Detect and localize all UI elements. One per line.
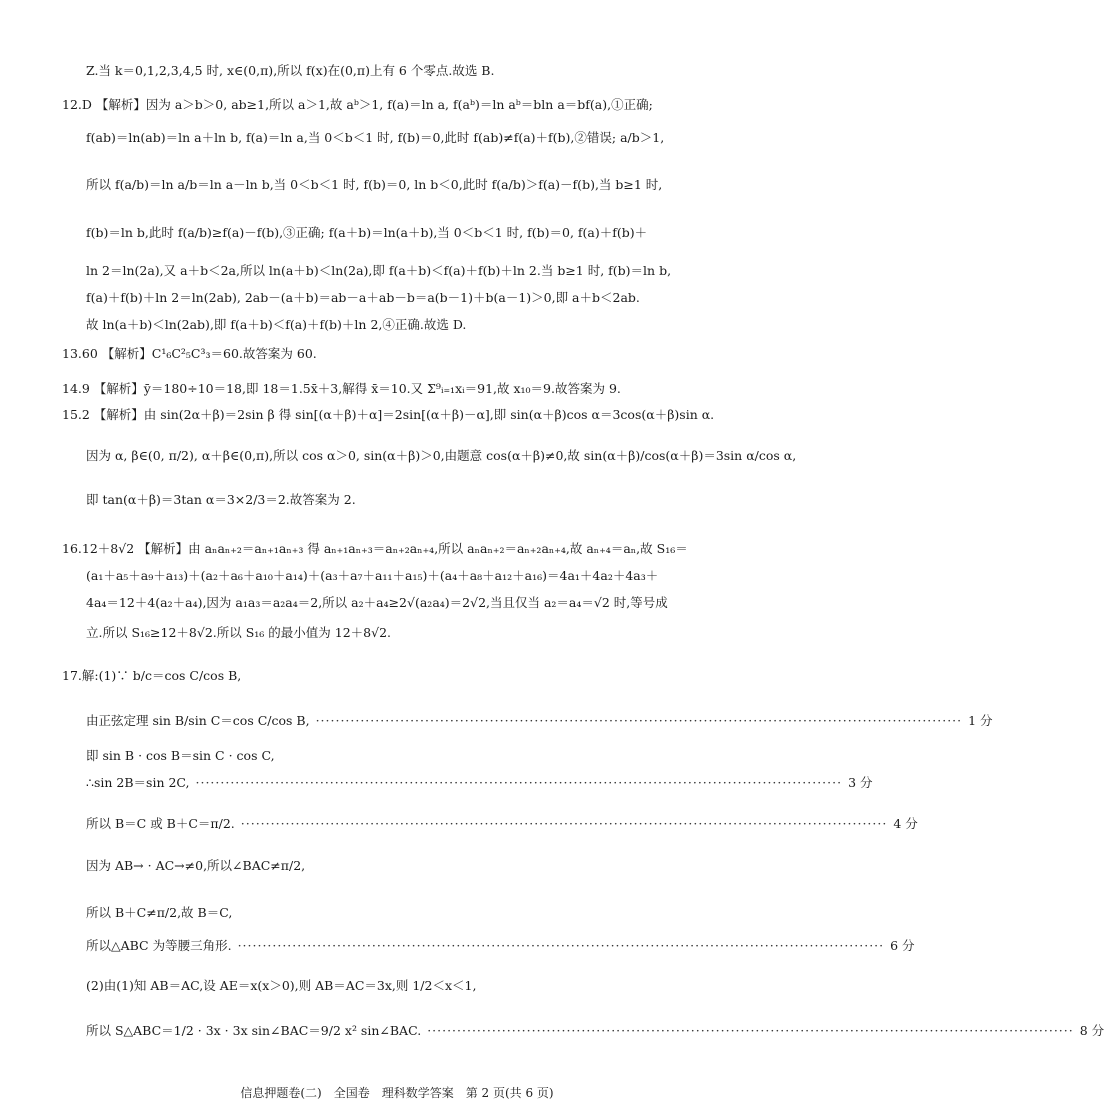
- scored-step: [86, 904, 754, 922]
- solution-line: f(b)＝ln b,此时 f(a/b)≥f(a)－f(b),③正确; f(a＋b)＝ln(a＋b),当 0＜b＜1 时, f(b)＝0, f(a)＋f(b)＋: [86, 225, 648, 240]
- solution-line: 因为 α, β∈(0, π/2), α＋β∈(0,π),所以 cos α＞0, sin(α＋β)＞0,由题意 cos(α＋β)≠0,故 sin(α＋β)/cos(α＋β)＝3sin α/cos α,: [86, 448, 797, 463]
- scored-step: [86, 857, 754, 875]
- leader-dots: ··································································································································: [427, 1023, 1074, 1038]
- scored-step: [86, 937, 915, 955]
- solution-line: 14.9 【解析】ȳ＝180÷10＝18,即 18＝1.5x̄＋3,解得 x̄＝10.又 Σ⁹ᵢ₌₁xᵢ＝91,故 x₁₀＝9.故答案为 9.: [62, 381, 621, 396]
- step-text: 因为 AB→ · AC→≠0,所以∠BAC≠π/2,: [86, 858, 306, 873]
- scored-step: [86, 712, 993, 730]
- leader-dots: ··································································································································: [240, 816, 888, 831]
- solution-line: 15.2 【解析】由 sin(2α＋β)＝2sin β 得 sin[(α＋β)＋α]＝2sin[(α＋β)－α],即 sin(α＋β)cos α＝3cos(α＋β)sin α.: [62, 407, 715, 422]
- solution-line: 4a₄＝12＋4(a₂＋a₄),因为 a₁a₃＝a₂a₄＝2,所以 a₂＋a₄≥2√(a₂a₄)＝2√2,当且仅当 a₂＝a₄＝√2 时,等号成: [86, 595, 668, 610]
- step-text: (2)由(1)知 AB＝AC,设 AE＝x(x＞0),则 AB＝AC＝3x,则 1/2＜x＜1,: [86, 978, 477, 993]
- solution-line: 即 tan(α＋β)＝3tan α＝3×2/3＝2.故答案为 2.: [86, 492, 356, 507]
- solution-line: 立.所以 S₁₆≥12＋8√2.所以 S₁₆ 的最小值为 12＋8√2.: [86, 625, 392, 640]
- solution-line: 12.D 【解析】因为 a＞b＞0, ab≥1,所以 a＞1,故 aᵇ＞1, f(a)＝ln a, f(aᵇ)＝ln aᵇ＝bln a＝bf(a),①正确;: [62, 97, 653, 112]
- scored-step: [86, 1022, 1104, 1040]
- scored-step: [86, 815, 918, 833]
- solution-line: 故 ln(a＋b)＜ln(2ab),即 f(a＋b)＜f(a)＋f(b)＋ln 2,④正确.故选 D.: [86, 317, 467, 332]
- solution-line: ln 2＝ln(2a),又 a＋b＜2a,所以 ln(a＋b)＜ln(2a),即 f(a＋b)＜f(a)＋f(b)＋ln 2.当 b≥1 时, f(b)＝ln b,: [86, 263, 672, 278]
- solution-line: f(a)＋f(b)＋ln 2＝ln(2ab), 2ab－(a＋b)＝ab－a＋ab－b＝a(b－1)＋b(a－1)＞0,即 a＋b＜2ab.: [86, 290, 640, 305]
- step-points: 8 分: [1079, 1023, 1104, 1038]
- step-text: 即 sin B · cos B＝sin C · cos C,: [86, 748, 275, 763]
- solution-line: 所以 f(a/b)＝ln a/b＝ln a－ln b,当 0＜b＜1 时, f(b)＝0, ln b＜0,此时 f(a/b)＞f(a)－f(b),当 b≥1 时,: [86, 177, 663, 192]
- scored-step: [86, 774, 873, 792]
- solution-line: 17.解:(1)∵ b/c＝cos C/cos B,: [62, 668, 242, 683]
- solution-line: Z.当 k＝0,1,2,3,4,5 时, x∈(0,π),所以 f(x)在(0,π)上有 6 个零点.故选 B.: [86, 63, 495, 78]
- solution-line: f(ab)＝ln(ab)＝ln a＋ln b, f(a)＝ln a,当 0＜b＜1 时, f(b)＝0,此时 f(ab)≠f(a)＋f(b),②错误; a/b＞1,: [86, 130, 665, 145]
- solution-line: 16.12＋8√2 【解析】由 aₙaₙ₊₂＝aₙ₊₁aₙ₊₃ 得 aₙ₊₁aₙ₊₃＝aₙ₊₂aₙ₊₄,所以 aₙaₙ₊₂＝aₙ₊₂aₙ₊₄,故 aₙ₊₄＝aₙ,故 S₁₆＝: [62, 541, 688, 556]
- step-text: ∴sin 2B＝sin 2C,: [86, 775, 190, 790]
- step-points: 1 分: [968, 713, 993, 728]
- step-text: 所以△ABC 为等腰三角形.: [86, 938, 232, 953]
- step-points: 4 分: [893, 816, 918, 831]
- step-points: 3 分: [848, 775, 873, 790]
- page-footer: 信息押题卷(二) 全国卷 理科数学答案 第 2 页(共 6 页): [240, 1086, 554, 1100]
- scored-step: [86, 747, 754, 765]
- step-text: 所以 B＝C 或 B＋C＝π/2.: [86, 816, 235, 831]
- step-text: 所以 S△ABC＝1/2 · 3x · 3x sin∠BAC＝9/2 x² sin∠BAC.: [86, 1023, 422, 1038]
- solution-line: 13.60 【解析】C¹₆C²₅C³₃＝60.故答案为 60.: [62, 346, 317, 361]
- leader-dots: ··································································································································: [195, 775, 843, 790]
- scored-step: [86, 977, 754, 995]
- leader-dots: ··································································································································: [237, 938, 885, 953]
- solution-line: (a₁＋a₅＋a₉＋a₁₃)＋(a₂＋a₆＋a₁₀＋a₁₄)＋(a₃＋a₇＋a₁₁＋a₁₅)＋(a₄＋a₈＋a₁₂＋a₁₆)＝4a₁＋4a₂＋4a₃＋: [86, 568, 659, 583]
- step-text: 由正弦定理 sin B/sin C＝cos C/cos B,: [86, 713, 310, 728]
- step-points: 6 分: [890, 938, 915, 953]
- step-text: 所以 B＋C≠π/2,故 B＝C,: [86, 905, 233, 920]
- leader-dots: ··································································································································: [315, 713, 963, 728]
